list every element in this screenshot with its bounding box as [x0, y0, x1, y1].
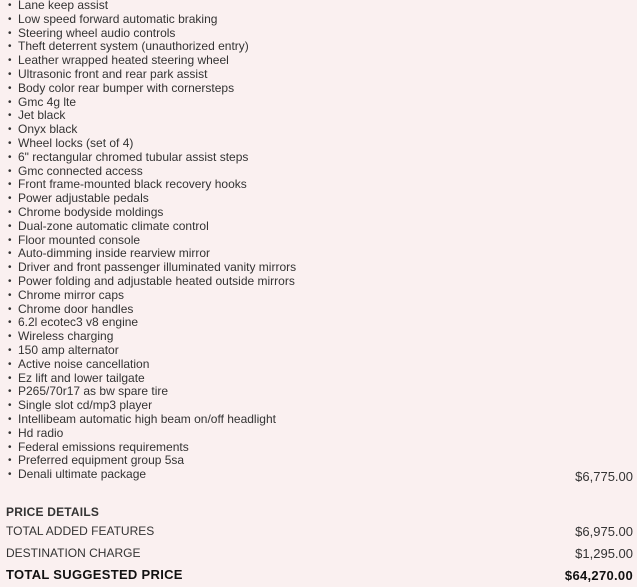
- bullet-icon: •: [8, 427, 12, 439]
- feature-item: [8, 165, 633, 179]
- feature-item: [8, 247, 633, 261]
- feature-item: [8, 275, 633, 289]
- price-details-heading: PRICE DETAILS: [6, 505, 100, 519]
- feature-item: [8, 178, 633, 192]
- feature-item: [8, 385, 633, 399]
- feature-label: 6" rectangular chromed tubular assist steps: [18, 149, 249, 164]
- bullet-icon: •: [8, 469, 12, 481]
- feature-label: Auto-dimming inside rearview mirror: [18, 246, 211, 261]
- feature-label: Intellibeam automatic high beam on/off headlight: [18, 411, 276, 426]
- destination-charge-row: [6, 542, 633, 564]
- feature-item: [8, 82, 633, 96]
- bullet-icon: •: [8, 441, 12, 453]
- feature-item: [8, 220, 633, 234]
- feature-label: Wireless charging: [18, 329, 114, 344]
- bullet-icon: •: [8, 331, 12, 343]
- feature-label: Federal emissions requirements: [18, 439, 189, 454]
- feature-label: 6.2l ecotec3 v8 engine: [18, 315, 139, 330]
- bullet-icon: •: [8, 358, 12, 370]
- bullet-icon: •: [8, 193, 12, 205]
- feature-label: Lane keep assist: [18, 0, 109, 12]
- feature-item: [8, 54, 633, 68]
- total-added-features-row: [6, 520, 633, 542]
- bullet-icon: •: [8, 234, 12, 246]
- feature-item: [8, 137, 633, 151]
- package-feature-list: [8, 0, 633, 485]
- feature-label: Onyx black: [18, 122, 78, 137]
- bullet-icon: •: [8, 55, 12, 67]
- feature-item: [8, 372, 633, 386]
- bullet-icon: •: [8, 262, 12, 274]
- bullet-icon: •: [8, 275, 12, 287]
- feature-label: Denali ultimate package: [18, 467, 147, 482]
- feature-item: [8, 454, 633, 468]
- feature-label: Gmc 4g lte: [18, 94, 77, 109]
- feature-label: Leather wrapped heated steering wheel: [18, 53, 229, 68]
- feature-label: 150 amp alternator: [18, 342, 119, 357]
- feature-item: [8, 303, 633, 317]
- bullet-icon: •: [8, 27, 12, 39]
- feature-label: Body color rear bumper with cornersteps: [18, 80, 235, 95]
- feature-label: Driver and front passenger illuminated vanity mirrors: [18, 260, 297, 275]
- feature-label: Front frame-mounted black recovery hooks: [18, 177, 247, 192]
- feature-item: [8, 40, 633, 54]
- feature-item: [8, 344, 633, 358]
- total-added-features-label: TOTAL ADDED FEATURES: [6, 524, 155, 538]
- feature-item: [8, 427, 633, 441]
- bullet-icon: •: [8, 41, 12, 53]
- price-details-section: [6, 504, 633, 586]
- feature-label: Dual-zone automatic climate control: [18, 218, 209, 233]
- bullet-icon: •: [8, 82, 12, 94]
- feature-label: Gmc connected access: [18, 163, 143, 178]
- feature-label: Theft deterrent system (unauthorized entry): [18, 39, 249, 54]
- bullet-icon: •: [8, 179, 12, 191]
- bullet-icon: •: [8, 137, 12, 149]
- feature-label: Hd radio: [18, 425, 64, 440]
- bullet-icon: •: [8, 151, 12, 163]
- bullet-icon: •: [8, 289, 12, 301]
- destination-charge-label: DESTINATION CHARGE: [6, 546, 141, 560]
- total-suggested-price-value: $64,270.00: [564, 568, 633, 583]
- destination-charge-value: $1,295.00: [575, 546, 633, 561]
- bullet-icon: •: [8, 110, 12, 122]
- feature-label: Ez lift and lower tailgate: [18, 370, 145, 385]
- bullet-icon: •: [8, 124, 12, 136]
- bullet-icon: •: [8, 344, 12, 356]
- bullet-icon: •: [8, 68, 12, 80]
- bullet-icon: •: [8, 0, 12, 11]
- feature-label: Low speed forward automatic braking: [18, 11, 218, 26]
- feature-label: Steering wheel audio controls: [18, 25, 176, 40]
- feature-label: Wheel locks (set of 4): [18, 135, 134, 150]
- feature-item: [8, 13, 633, 27]
- feature-label: P265/70r17 as bw spare tire: [18, 384, 169, 399]
- feature-item: [8, 399, 633, 413]
- feature-label: Chrome mirror caps: [18, 287, 125, 302]
- feature-item: [8, 206, 633, 220]
- feature-label: Single slot cd/mp3 player: [18, 398, 153, 413]
- total-suggested-price-row: [6, 564, 633, 586]
- bullet-icon: •: [8, 13, 12, 25]
- feature-item: [8, 441, 633, 455]
- feature-item: [8, 123, 633, 137]
- feature-label: Ultrasonic front and rear park assist: [18, 66, 208, 81]
- feature-label: Floor mounted console: [18, 232, 141, 247]
- feature-item: [8, 261, 633, 275]
- feature-item: [8, 289, 633, 303]
- feature-item: [8, 27, 633, 41]
- feature-item: [8, 151, 633, 165]
- bullet-icon: •: [8, 96, 12, 108]
- bullet-icon: •: [8, 400, 12, 412]
- feature-item: [8, 330, 633, 344]
- feature-label: Active noise cancellation: [18, 356, 150, 371]
- bullet-icon: •: [8, 372, 12, 384]
- feature-item: [8, 413, 633, 427]
- bullet-icon: •: [8, 303, 12, 315]
- feature-price: $6,775.00: [575, 469, 633, 485]
- bullet-icon: •: [8, 220, 12, 232]
- bullet-icon: •: [8, 248, 12, 260]
- feature-item: [8, 109, 633, 123]
- feature-label: Power folding and adjustable heated outside mirrors: [18, 273, 295, 288]
- feature-item: [8, 68, 633, 82]
- bullet-icon: •: [8, 455, 12, 467]
- feature-label: Chrome door handles: [18, 301, 134, 316]
- feature-item: [8, 96, 633, 110]
- bullet-icon: •: [8, 206, 12, 218]
- total-added-features-value: $6,975.00: [575, 524, 633, 539]
- feature-item: [8, 358, 633, 372]
- bullet-icon: •: [8, 317, 12, 329]
- bullet-icon: •: [8, 413, 12, 425]
- feature-item: [8, 316, 633, 330]
- feature-label: Jet black: [18, 108, 66, 123]
- feature-item: [8, 467, 633, 485]
- feature-label: Preferred equipment group 5sa: [18, 453, 185, 468]
- bullet-icon: •: [8, 386, 12, 398]
- feature-item: [8, 234, 633, 248]
- feature-label: Power adjustable pedals: [18, 191, 149, 206]
- feature-label: Chrome bodyside moldings: [18, 204, 164, 219]
- total-suggested-price-label: TOTAL SUGGESTED PRICE: [6, 567, 183, 582]
- bullet-icon: •: [8, 165, 12, 177]
- feature-item: [8, 192, 633, 206]
